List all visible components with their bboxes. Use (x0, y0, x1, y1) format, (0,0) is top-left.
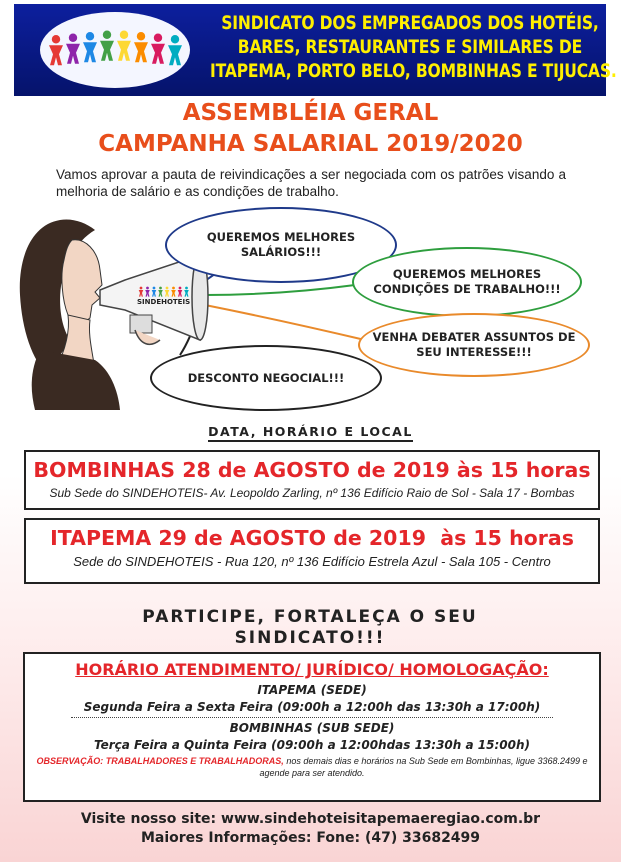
header-banner (14, 4, 617, 96)
sede-label: ITAPEMA (SEDE) (257, 683, 367, 697)
footer-contact: Maiores Informações: Fone: (47) 33682499 (140, 830, 481, 846)
participe-slogan: PARTICIPE, FORTALEÇA O SEU SINDICATO!!! (142, 607, 478, 648)
woman-icon (20, 219, 120, 410)
event-itapema (24, 518, 600, 584)
speech-bubble-salaries: QUEREMOS MELHORES SALÁRIOS!!! (165, 207, 397, 283)
event-bombinhas (24, 450, 600, 510)
service-hours-box (23, 652, 601, 802)
megaphone-label: SINDEHOTEIS (137, 298, 191, 306)
speech-bubble-conditions: QUEREMOS MELHORES CONDIÇÕES DE TRABALHO!!! (352, 247, 582, 317)
speech-bubble-debate: VENHA DEBATER ASSUNTOS DE SEU INTERESSE!!! (358, 313, 590, 377)
section-label-text: DATA, HORÁRIO E LOCAL (208, 424, 413, 442)
speech-bubble-discount: DESCONTO NEGOCIAL!!! (150, 345, 382, 411)
title-assembly: ASSEMBLÉIA GERAL (182, 100, 439, 126)
bubble-line-3 (205, 305, 365, 340)
observation-note (25, 755, 599, 779)
bubble-line-2 (205, 285, 355, 295)
union-name-line-1: SINDICATO DOS EMPREGADOS DOS HOTÉIS, (221, 13, 599, 34)
people-chain-icon (40, 12, 190, 88)
union-name-line-2: BARES, RESTAURANTES E SIMILARES DE (237, 37, 583, 58)
intro-paragraph: Vamos aprovar a pauta de reivindicações a ser negociada com os patrões visando a melhoria de salário e as condições de trabalho. (56, 167, 566, 199)
section-date-time-place (0, 424, 621, 439)
observation-label: OBSERVAÇÃO: TRABALHADORES E TRABALHADORAS, (36, 756, 284, 766)
event-itapema-location: Sede do SINDEHOTEIS - Rua 120, nº 136 Edifício Estrela Azul - Sala 105 - Centro (73, 554, 551, 569)
event-bombinhas-title: BOMBINHAS 28 de AGOSTO de 2019 às 15 horas (33, 458, 591, 482)
event-itapema-title: ITAPEMA 29 de AGOSTO de 2019 às 15 horas (50, 526, 574, 550)
footer-website[interactable]: Visite nosso site: www.sindehoteisitapemaeregiao.com.br (80, 811, 541, 827)
dotted-divider (71, 717, 553, 718)
service-hours-title: HORÁRIO ATENDIMENTO/ JURÍDICO/ HOMOLOGAÇÃO: (75, 660, 549, 679)
observation-text: nos demais dias e horários na Sub Sede em Bombinhas, ligue 3368.2499 e agende para ser atendido. (259, 756, 588, 778)
subsede-label: BOMBINHAS (SUB SEDE) (229, 721, 395, 735)
union-logo (40, 12, 190, 88)
union-name (210, 12, 617, 84)
title-campaign: CAMPANHA SALARIAL 2019/2020 (98, 131, 523, 157)
event-bombinhas-location: Sub Sede do SINDEHOTEIS- Av. Leopoldo Zarling, nº 136 Edifício Raio de Sol - Sala 17 - Bombas (49, 486, 575, 500)
union-name-line-3: ITAPEMA, PORTO BELO, BOMBINHAS E TIJUCAS. (210, 61, 617, 82)
subsede-schedule: Terça Feira a Quinta Feira (09:00h a 12:00hdas 13:30h a 15:00h) (93, 738, 531, 752)
sede-schedule: Segunda Feira a Sexta Feira (09:00h a 12:00h das 13:30h a 17:00h) (83, 700, 541, 714)
